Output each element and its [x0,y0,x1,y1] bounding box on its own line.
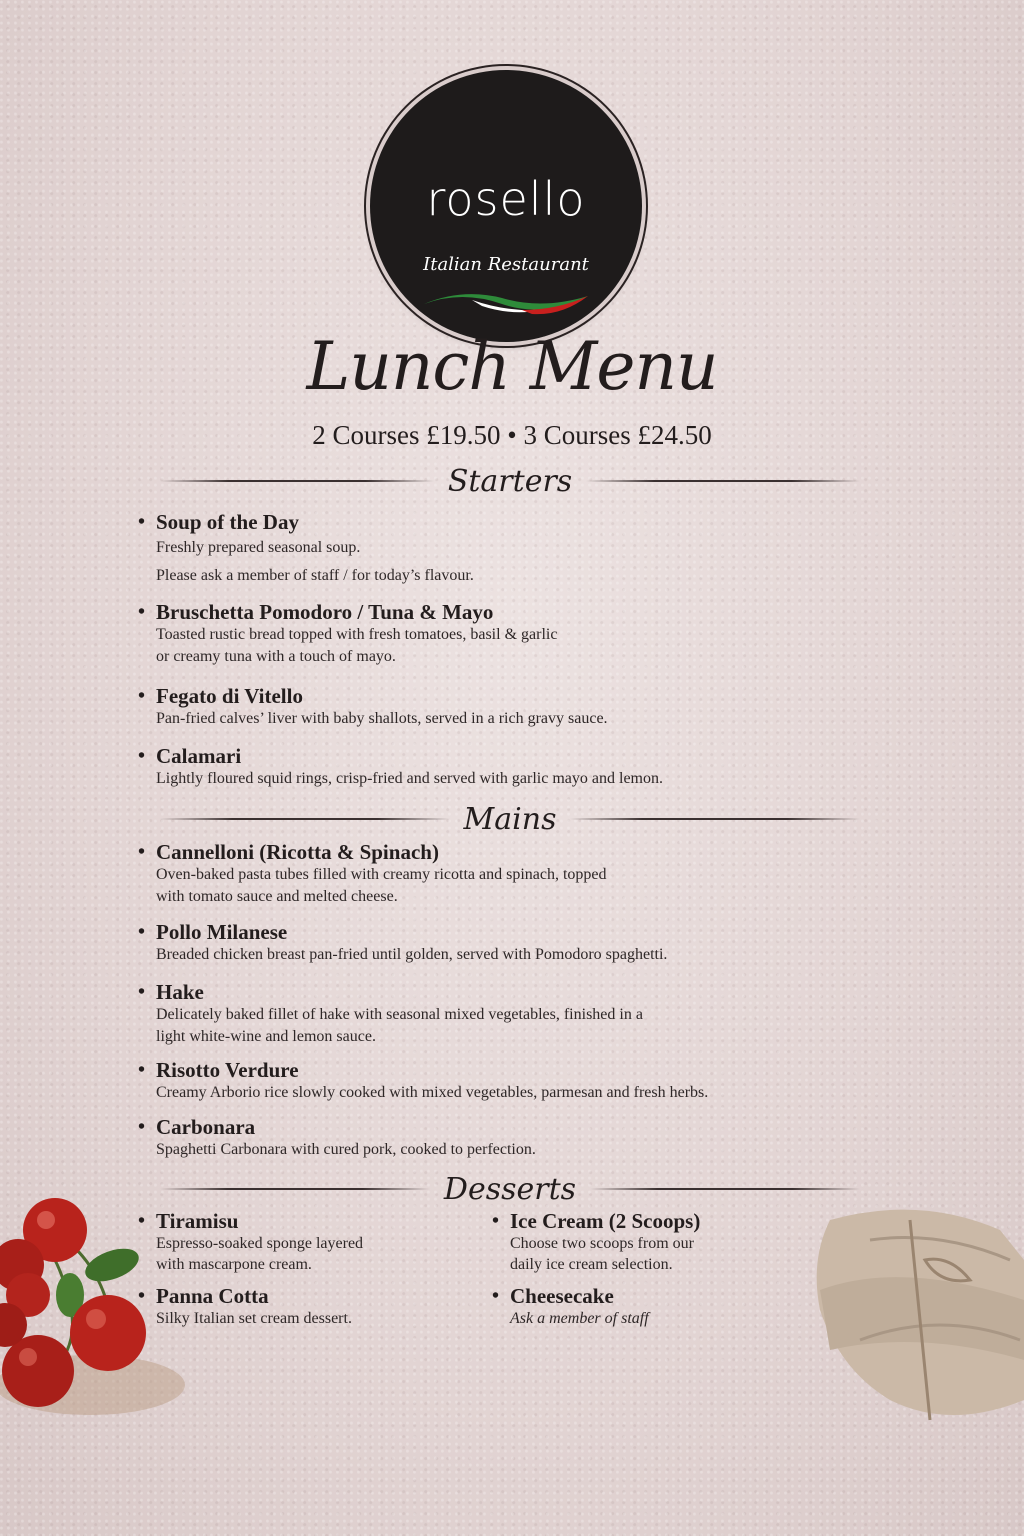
item-name: • Panna Cotta [138,1284,478,1308]
item-name: • Fegato di Vitello [138,684,858,708]
menu-item [138,980,858,1048]
item-description: Lightly floured squid rings, crisp-fried and served with garlic mayo and lemon. [156,770,663,787]
item-name: • Bruschetta Pomodoro / Tuna & Mayo [138,600,858,624]
section-header-starters [160,464,860,498]
menu-title: Lunch Menu [306,328,718,405]
item-name: • Carbonara [138,1115,858,1139]
menu-item [138,510,858,590]
item-description: Choose two scoops from our daily ice cream selection. [510,1235,694,1273]
item-description: Toasted rustic bread topped with fresh tomatoes, basil & garlic or creamy tuna with a touch of mayo. [156,626,558,665]
menu-item [138,840,858,908]
item-name: • Pollo Milanese [138,920,858,944]
menu-item [138,684,858,730]
item-description: Oven-baked pasta tubes filled with creamy ricotta and spinach, topped with tomato sauce and melted cheese. [156,866,607,905]
menu-item [138,1058,858,1104]
item-name: • Ice Cream (2 Scoops) [492,1209,832,1233]
section-title: Mains [463,801,557,837]
item-description: Freshly prepared seasonal soup. Please ask a member of staff / for today’s flavour. [156,539,474,584]
item-name: • Risotto Verdure [138,1058,858,1082]
item-name: • Tiramisu [138,1209,478,1233]
divider-left [160,480,434,482]
divider-left [160,818,450,820]
item-description: Delicately baked fillet of hake with seasonal mixed vegetables, finished in a light white-wine and lemon sauce. [156,1006,643,1045]
menu-item [138,600,858,668]
divider-right [586,480,860,482]
divider-right [590,1188,860,1190]
logo-subtitle: Italian Restaurant [423,254,589,275]
item-description: Breaded chicken breast pan-fried until golden, served with Pomodoro spaghetti. [156,946,668,963]
course-prices: 2 Courses £19.50 • 3 Courses £24.50 [312,420,712,450]
item-name: • Cheesecake [492,1284,832,1308]
section-header-desserts [160,1172,860,1206]
menu-item [492,1209,832,1275]
section-title: Starters [447,463,573,499]
tomatoes-illustration [0,1195,200,1425]
item-name: • Soup of the Day [138,510,858,534]
item-description: Pan-fried calves’ liver with baby shallots, served in a rich gravy sauce. [156,710,608,727]
item-name: • Hake [138,980,858,1004]
item-description: Espresso-soaked sponge layered with mascarpone cream. [156,1235,364,1273]
divider-left [160,1188,430,1190]
menu-item [138,744,858,790]
section-header-mains [160,802,860,836]
section-title: Desserts [443,1171,577,1207]
restaurant-logo [370,70,642,342]
menu-item [138,1115,858,1161]
item-description: Spaghetti Carbonara with cured pork, cooked to perfection. [156,1141,536,1158]
item-name: • Calamari [138,744,858,768]
linen-napkin-illustration [800,1200,1024,1440]
logo-name: rosello [426,172,586,226]
menu-item [492,1284,832,1330]
item-description: Ask a member of staff [510,1310,649,1327]
item-description: Silky Italian set cream dessert. [156,1310,352,1327]
item-name: • Cannelloni (Ricotta & Spinach) [138,840,858,864]
item-description: Creamy Arborio rice slowly cooked with mixed vegetables, parmesan and fresh herbs. [156,1084,709,1101]
menu-item [138,920,858,966]
divider-right [570,818,860,820]
italian-flag-swoosh-icon [422,286,592,320]
